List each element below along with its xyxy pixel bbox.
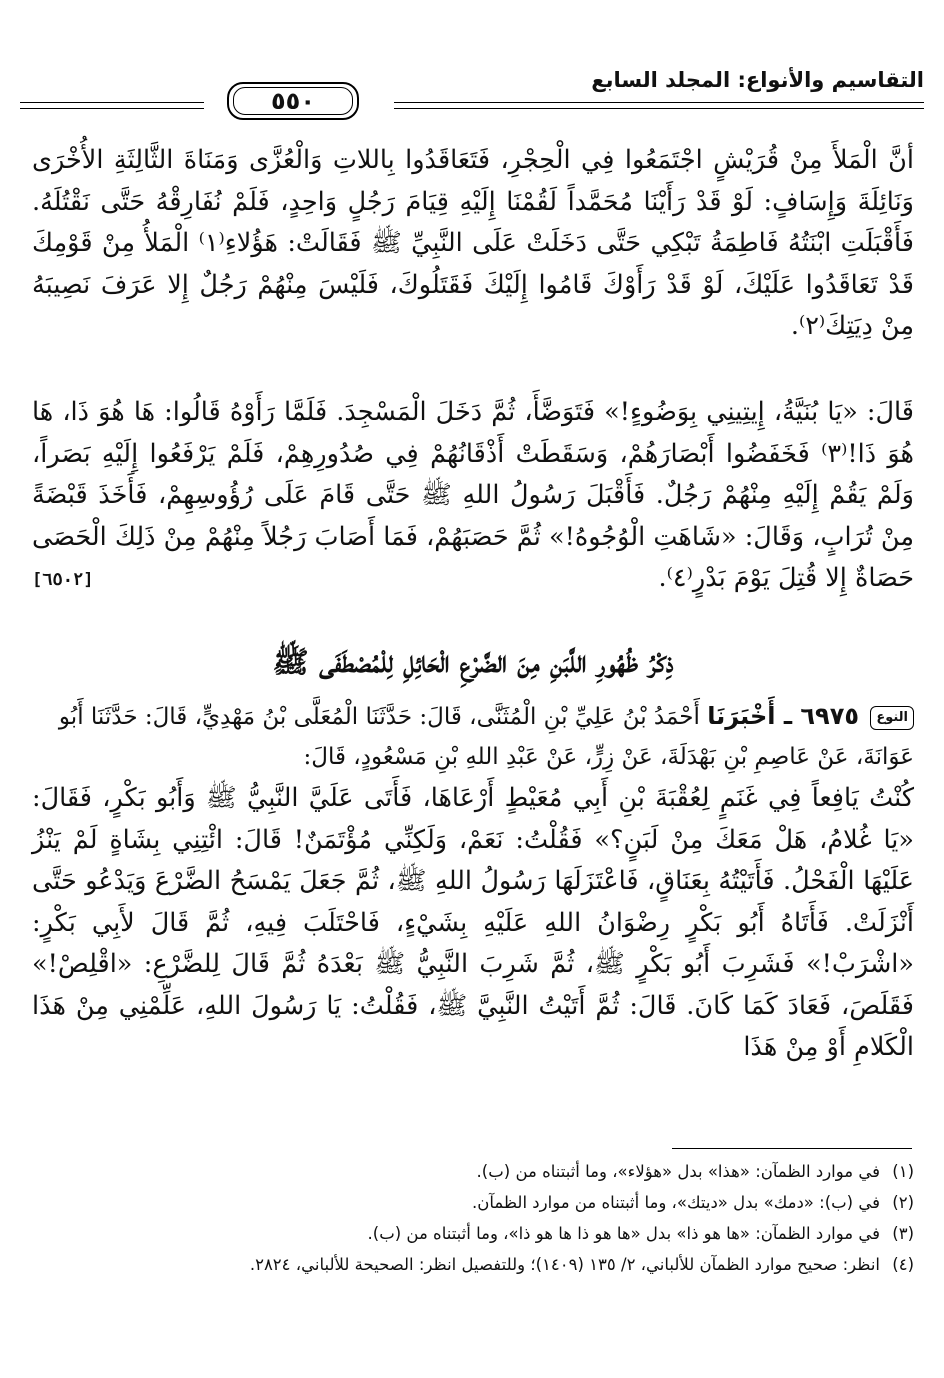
footnote-number: (٢) bbox=[892, 1193, 914, 1212]
reference-number: [٦٥٠٢] bbox=[32, 570, 94, 590]
body-text-2 bbox=[32, 392, 914, 602]
footnote-number: (٤) bbox=[892, 1255, 914, 1274]
footnote-item bbox=[32, 1218, 914, 1249]
hadith-text: كُنْتُ يَافِعاً فِي غَنَمٍ لِعُقْبَةَ بْنِ أَبِي مُعَيْطٍ أَرْعَاهَا، فَأَتَى عَلَيَّ النَّبِيُّ ﷺ وَأَبُو بَكْرٍ، فَقَالَ: «يَا غُلامُ، هَلْ مَعَكَ مِنْ لَبَنٍ؟» فَقُلْتُ: نَعَمْ، وَلَكِنِّي مُؤْتَمَنٌ! قَالَ: ائْتِنِي بِشَاةٍ لَمْ يَنْزُ عَلَيْهَا الْفَحْلُ. فَأَتَيْتُهُ بِعَنَاقٍ، فَاعْتَزَلَهَا رَسُولُ اللهِ ﷺ، ثُمَّ جَعَلَ يَمْسَحُ الضَّرْعَ وَيَدْعُو حَتَّى أَنْزَلَتْ. فَأَتَاهُ أَبُو بَكْرٍ رِضْوَانُ اللهِ عَلَيْهِ بِشَيْءٍ، فَاحْتَلَبَ فِيهِ، ثُمَّ قَالَ لأَبِي بَكْرٍ: «اشْرَبْ!» فَشَرِبَ أَبُو بَكْرٍ ﷺ، ثُمَّ شَرِبَ النَّبِيُّ ﷺ بَعْدَهُ ثُمَّ قَالَ لِلضَّرْعِ: «اقْلِصْ!» فَقَلَصَ، فَعَادَ كَمَا كَانَ. قَالَ: ثُمَّ أَتَيْتُ النَّبِيَّ ﷺ، فَقُلْتُ: يَا رَسُولَ اللهِ، عَلِّمْنِي مِنْ هَذَا الْكَلامِ أَوْ مِنْ هَذَا bbox=[32, 783, 914, 1062]
header-rule bbox=[394, 108, 924, 109]
paragraph-text: قَالَ: «يَا بُنَيَّةُ، إِيتِينِي بِوَضُوءٍ!» فَتَوَضَّأَ، ثُمَّ دَخَلَ الْمَسْجِدَ. فَلَمَّا رَأَوْهُ قَالُوا: هَا هُوَ ذَا، هَا هُوَ ذَا!⁽٣⁾ فَخَفَضُوا أَبْصَارَهُمْ، وَسَقَطَتْ أَذْقَانُهُمْ فِي صُدُورِهِمْ، فَلَمْ يَرْفَعُوا إِلَيْهِ بَصَراً، وَلَمْ يَقُمْ إِلَيْهِ مِنْهُمْ رَجُلٌ. فَأَقْبَلَ رَسُولُ اللهِ ﷺ حَتَّى قَامَ عَلَى رُؤُوسِهِمْ، فَأَخَذَ قَبْضَةً مِنْ تُرَابٍ، وَقَالَ: «شَاهَتِ الْوُجُوهُ!» ثُمَّ حَصَبَهُمْ، فَمَا أَصَابَ رَجُلاً مِنْهُمْ مِنْ ذَلِكَ الْحَصَى حَصَاةٌ إِلا قُتِلَ يَوْمَ بَدْرٍ⁽٤⁾. bbox=[32, 397, 914, 593]
type-badge: النوع bbox=[870, 706, 914, 730]
page-number: ٥٥٠ bbox=[271, 87, 315, 115]
hadith-chain bbox=[32, 696, 914, 777]
footnote-item bbox=[32, 1249, 914, 1280]
hadith-body bbox=[32, 778, 914, 1069]
header-rule bbox=[394, 102, 924, 103]
page-header bbox=[20, 68, 924, 128]
isnad-text: أَحْمَدُ بْنُ عَلِيِّ بْنِ الْمُثَنَّى، قَالَ: حَدَّثَنَا الْمُعَلَّى بْنُ مَهْدِيٍّ، قَالَ: حَدَّثَنَا أَبُو عَوَانَةَ، عَنْ عَاصِمِ بْنِ بَهْدَلَةَ، عَنْ زِرٍّ، عَنْ عَبْدِ اللهِ بْنِ مَسْعُودٍ، قَالَ: bbox=[58, 704, 914, 770]
header-rule bbox=[20, 102, 204, 103]
header-rule bbox=[20, 108, 204, 109]
footnotes bbox=[32, 1156, 914, 1280]
hadith-number: ٦٩٧٥ ـ أَخْبَرَنَا bbox=[707, 702, 859, 730]
footnote-text: في (ب): «دمك» بدل «ديتك»، وما أثبتناه من موارد الظمآن. bbox=[471, 1193, 880, 1212]
footnote-text: انظر: صحيح موارد الظمآن للألباني، ٢/ ١٣٥ (١٤٠٩)؛ وللتفصيل انظر: الصحيحة للألباني، ٢٨٢٤. bbox=[249, 1255, 880, 1274]
running-title: التقاسيم والأنواع: المجلد السابع bbox=[591, 68, 924, 92]
page-number-frame bbox=[227, 82, 359, 120]
footnote-divider bbox=[672, 1148, 912, 1149]
footnote-text: في موارد الظمآن: «هذا» بدل «هؤلاء»، وما أثبتناه من (ب). bbox=[476, 1162, 880, 1181]
body-text bbox=[32, 140, 914, 348]
footnote-item bbox=[32, 1156, 914, 1187]
footnote-number: (١) bbox=[892, 1162, 914, 1181]
paragraph: أنَّ الْمَلأَ مِنْ قُرَيْشٍ اجْتَمَعُوا فِي الْحِجْرِ، فَتَعَاقَدُوا بِاللاتِ وَالْعُزَّى وَمَنَاةَ الثَّالِثَةِ الأُخْرَى وَنَائِلَةَ وَإِسَافٍ: لَوْ قَدْ رَأَيْنَا مُحَمَّداً لَقُمْنَا إِلَيْهِ قِيَامَ رَجُلٍ وَاحِدٍ، فَلَمْ نُفَارِقْهُ حَتَّى نَقْتُلَهُ. فَأَقْبَلَتِ ابْنَتُهُ فَاطِمَةُ تَبْكِي حَتَّى دَخَلَتْ عَلَى النَّبِيِّ ﷺ فَقَالَتْ: هَؤُلاءِ⁽١⁾ الْمَلأُ مِنْ قَوْمِكَ قَدْ تَعَاقَدُوا عَلَيْكَ، لَوْ قَدْ رَأَوْكَ قَامُوا إِلَيْكَ فَقَتَلُوكَ، فَلَيْسَ مِنْهُمْ رَجُلٌ إِلا عَرَفَ نَصِيبَهُ مِنْ دِيَتِكَ⁽٢⁾. bbox=[32, 145, 914, 341]
footnote-text: في موارد الظمآن: «ها هو ذا» بدل «ها هو ذا ها هو ذا»، وما أثبتناه من (ب). bbox=[367, 1224, 880, 1243]
chapter-heading: ذِكْرُ ظُهُورِ اللَّبَنِ مِنَ الضَّرْعِ الْحَائِلِ لِلْمُصْطَفَى ﷺ bbox=[272, 645, 674, 680]
paragraph bbox=[32, 392, 914, 600]
footnote-number: (٣) bbox=[892, 1224, 914, 1243]
footnote-item bbox=[32, 1187, 914, 1218]
